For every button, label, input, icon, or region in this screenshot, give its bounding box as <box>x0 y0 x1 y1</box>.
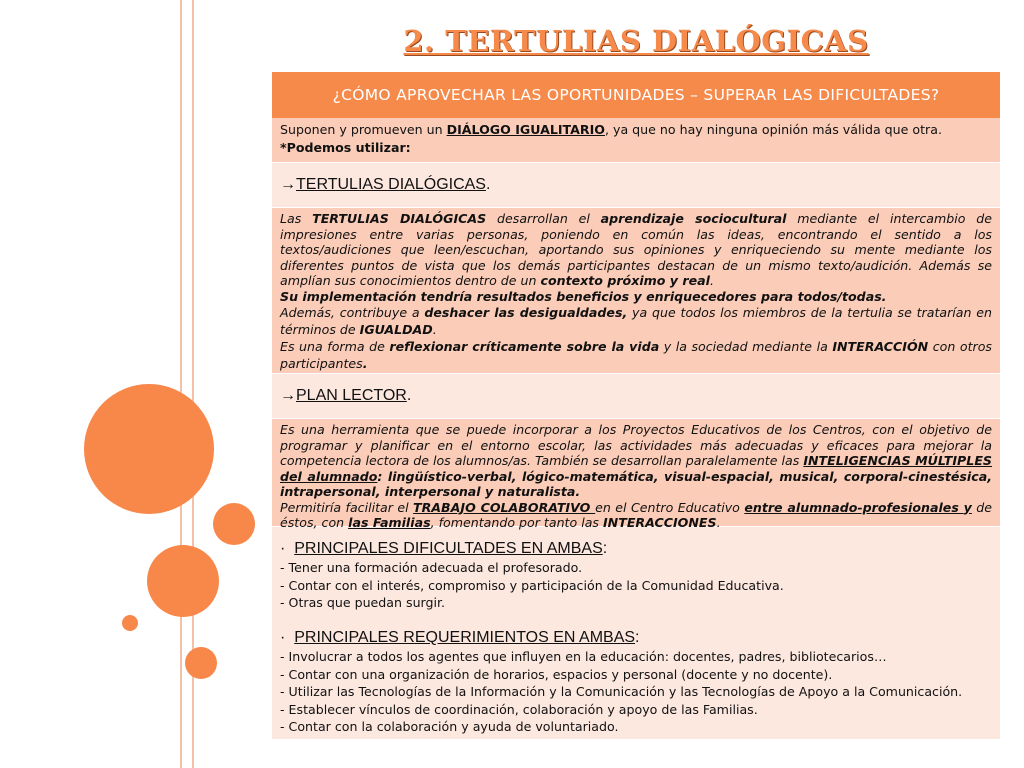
text: Además, contribuye a <box>280 305 425 320</box>
text: de éstos, con <box>280 499 993 530</box>
intro-line-2: *Podemos utilizar: <box>280 139 411 155</box>
text: ya que todos los miembros de la tertulia se tratarían en términos de <box>280 305 992 337</box>
section-dot: . <box>406 387 412 404</box>
bullet-icon: · <box>280 629 286 646</box>
dificultades-item: - Tener una formación adecuada el profesorado. <box>280 560 583 575</box>
text-bold: contexto próximo y real <box>540 273 710 288</box>
section-heading-tertulias <box>272 163 1000 207</box>
requerimientos-block <box>272 618 1000 739</box>
tertulias-paragraph <box>272 208 1000 373</box>
dificultades-block <box>272 527 1000 618</box>
text-bold: . <box>362 356 368 371</box>
table-header: ¿CÓMO APROVECHAR LAS OPORTUNIDADES – SUPERAR LAS DIFICULTADES? <box>272 72 1000 118</box>
text-bold: TERTULIAS DIALÓGICAS <box>312 211 487 226</box>
decor-circle-medium <box>147 545 219 617</box>
text: Es una forma de <box>280 339 390 354</box>
text-bold: INTERACCIÓN <box>832 339 929 354</box>
dificultades-heading <box>280 539 992 559</box>
requerimientos-item: - Utilizar las Tecnologías de la Información y la Comunicación y las Tecnologías de Apoyo a la Comunicación. <box>280 684 963 699</box>
section-title-plan-lector: PLAN LECTOR <box>296 387 407 404</box>
requerimientos-title: PRINCIPALES REQUERIMIENTOS EN AMBAS <box>294 629 636 646</box>
colon: : <box>602 540 608 557</box>
text: desarrollan el <box>486 211 601 226</box>
dificultades-title: PRINCIPALES DIFICULTADES EN AMBAS <box>294 540 603 557</box>
section-heading-plan-lector <box>272 374 1000 418</box>
tertulias-text-3 <box>280 304 992 338</box>
text: en el Centro Educativo <box>595 499 745 515</box>
dificultades-item: - Contar con el interés, compromiso y participación de la Comunidad Educativa. <box>280 577 784 593</box>
intro-line-1 <box>280 122 992 138</box>
text-bold: TRABAJO COLABORATIVO <box>413 499 596 515</box>
requerimientos-item: - Establecer vínculos de coordinación, colaboración y apoyo de las Familias. <box>280 701 758 717</box>
text-bold: INTERACCIONES <box>603 515 717 530</box>
text: . <box>432 322 437 337</box>
decor-line-left <box>180 0 182 768</box>
page-title: 2. TERTULIAS DIALÓGICAS <box>403 24 869 58</box>
tertulias-text-1 <box>280 211 992 289</box>
text-bold: aprendizaje sociocultural <box>600 211 787 226</box>
text-bold: deshacer las desigualdades, <box>424 305 628 320</box>
decor-circle-tiny <box>122 615 138 631</box>
decor-circle-large <box>84 384 214 514</box>
plan-lector-paragraph <box>272 419 1000 530</box>
text: con otros participantes <box>280 339 992 371</box>
dificultades-item: - Otras que puedan surgir. <box>280 595 446 610</box>
arrow-icon: → <box>280 387 296 404</box>
text: y la sociedad mediante la <box>659 339 833 354</box>
requerimientos-item: - Involucrar a todos los agentes que influyen en la educación: docentes, padres, bibliotecarios… <box>280 649 887 664</box>
content-table <box>272 72 1000 739</box>
intro-highlight: DIÁLOGO IGUALITARIO <box>446 122 605 137</box>
intro-text-end: , ya que no hay ninguna opinión más válida que otra. <box>604 122 942 137</box>
tertulias-text-2: Su implementación tendría resultados beneficios y enriquecedores para todos/todas. <box>280 288 887 304</box>
arrow-icon: → <box>280 176 296 193</box>
text: Es una herramienta que se puede incorporar a los Proyectos Educativos de los Centros, con el objetivo de programar y planificar en el entorno escolar, las actividades más adecuadas y eficaces para mejorar la competencia lectora de los alumnos/as. También se desarrollan paralelamente las <box>280 422 992 468</box>
section-title-tertulias: TERTULIAS DIALÓGICAS <box>296 176 486 193</box>
text: mediante el intercambio de impresiones entre varias personas, poniendo en común las ideas, encontrando el sentido a los textos/audiciones que leen/escuchan, aportando sus opiniones y enriqueciendo su mente mediante los diferentes puntos de vista que los demás participantes destacan de un mismo texto/audición. Además se amplían sus conocimientos dentro de un <box>280 211 992 288</box>
decor-circle-small-2 <box>185 647 217 679</box>
text-bold: IGUALDAD <box>359 322 433 337</box>
text-bold: : lingüístico-verbal, lógico-matemática, visual-espacial, musical, corporal-cinestésica, intrapersonal, interpersonal y naturalista. <box>280 468 992 499</box>
text-bold: INTELIGENCIAS MÚLTIPLES del alumnado <box>280 453 992 484</box>
requerimientos-item: - Contar con la colaboración y ayuda de voluntariado. <box>280 719 619 734</box>
text: , fomentando por tanto las <box>430 515 603 530</box>
text: . <box>709 273 714 288</box>
requerimientos-item: - Contar con una organización de horarios, espacios y personal (docente y no docente). <box>280 666 833 682</box>
text: . <box>716 515 721 530</box>
text: Permitiría facilitar el <box>280 499 414 515</box>
plan-lector-text-1 <box>280 422 992 500</box>
bullet-icon: · <box>280 540 286 557</box>
requerimientos-heading <box>280 628 992 648</box>
text-bold: las Familias <box>348 515 431 530</box>
text-bold: entre alumnado-profesionales y <box>744 499 972 515</box>
intro-text: Suponen y promueven un <box>280 122 447 137</box>
text: Las <box>280 211 313 226</box>
section-dot: . <box>485 176 491 193</box>
text-bold: reflexionar críticamente sobre la vida <box>389 339 660 354</box>
colon: : <box>635 629 640 646</box>
intro-row <box>272 118 1000 162</box>
decor-circle-small-1 <box>213 503 255 545</box>
tertulias-text-4 <box>280 338 992 372</box>
